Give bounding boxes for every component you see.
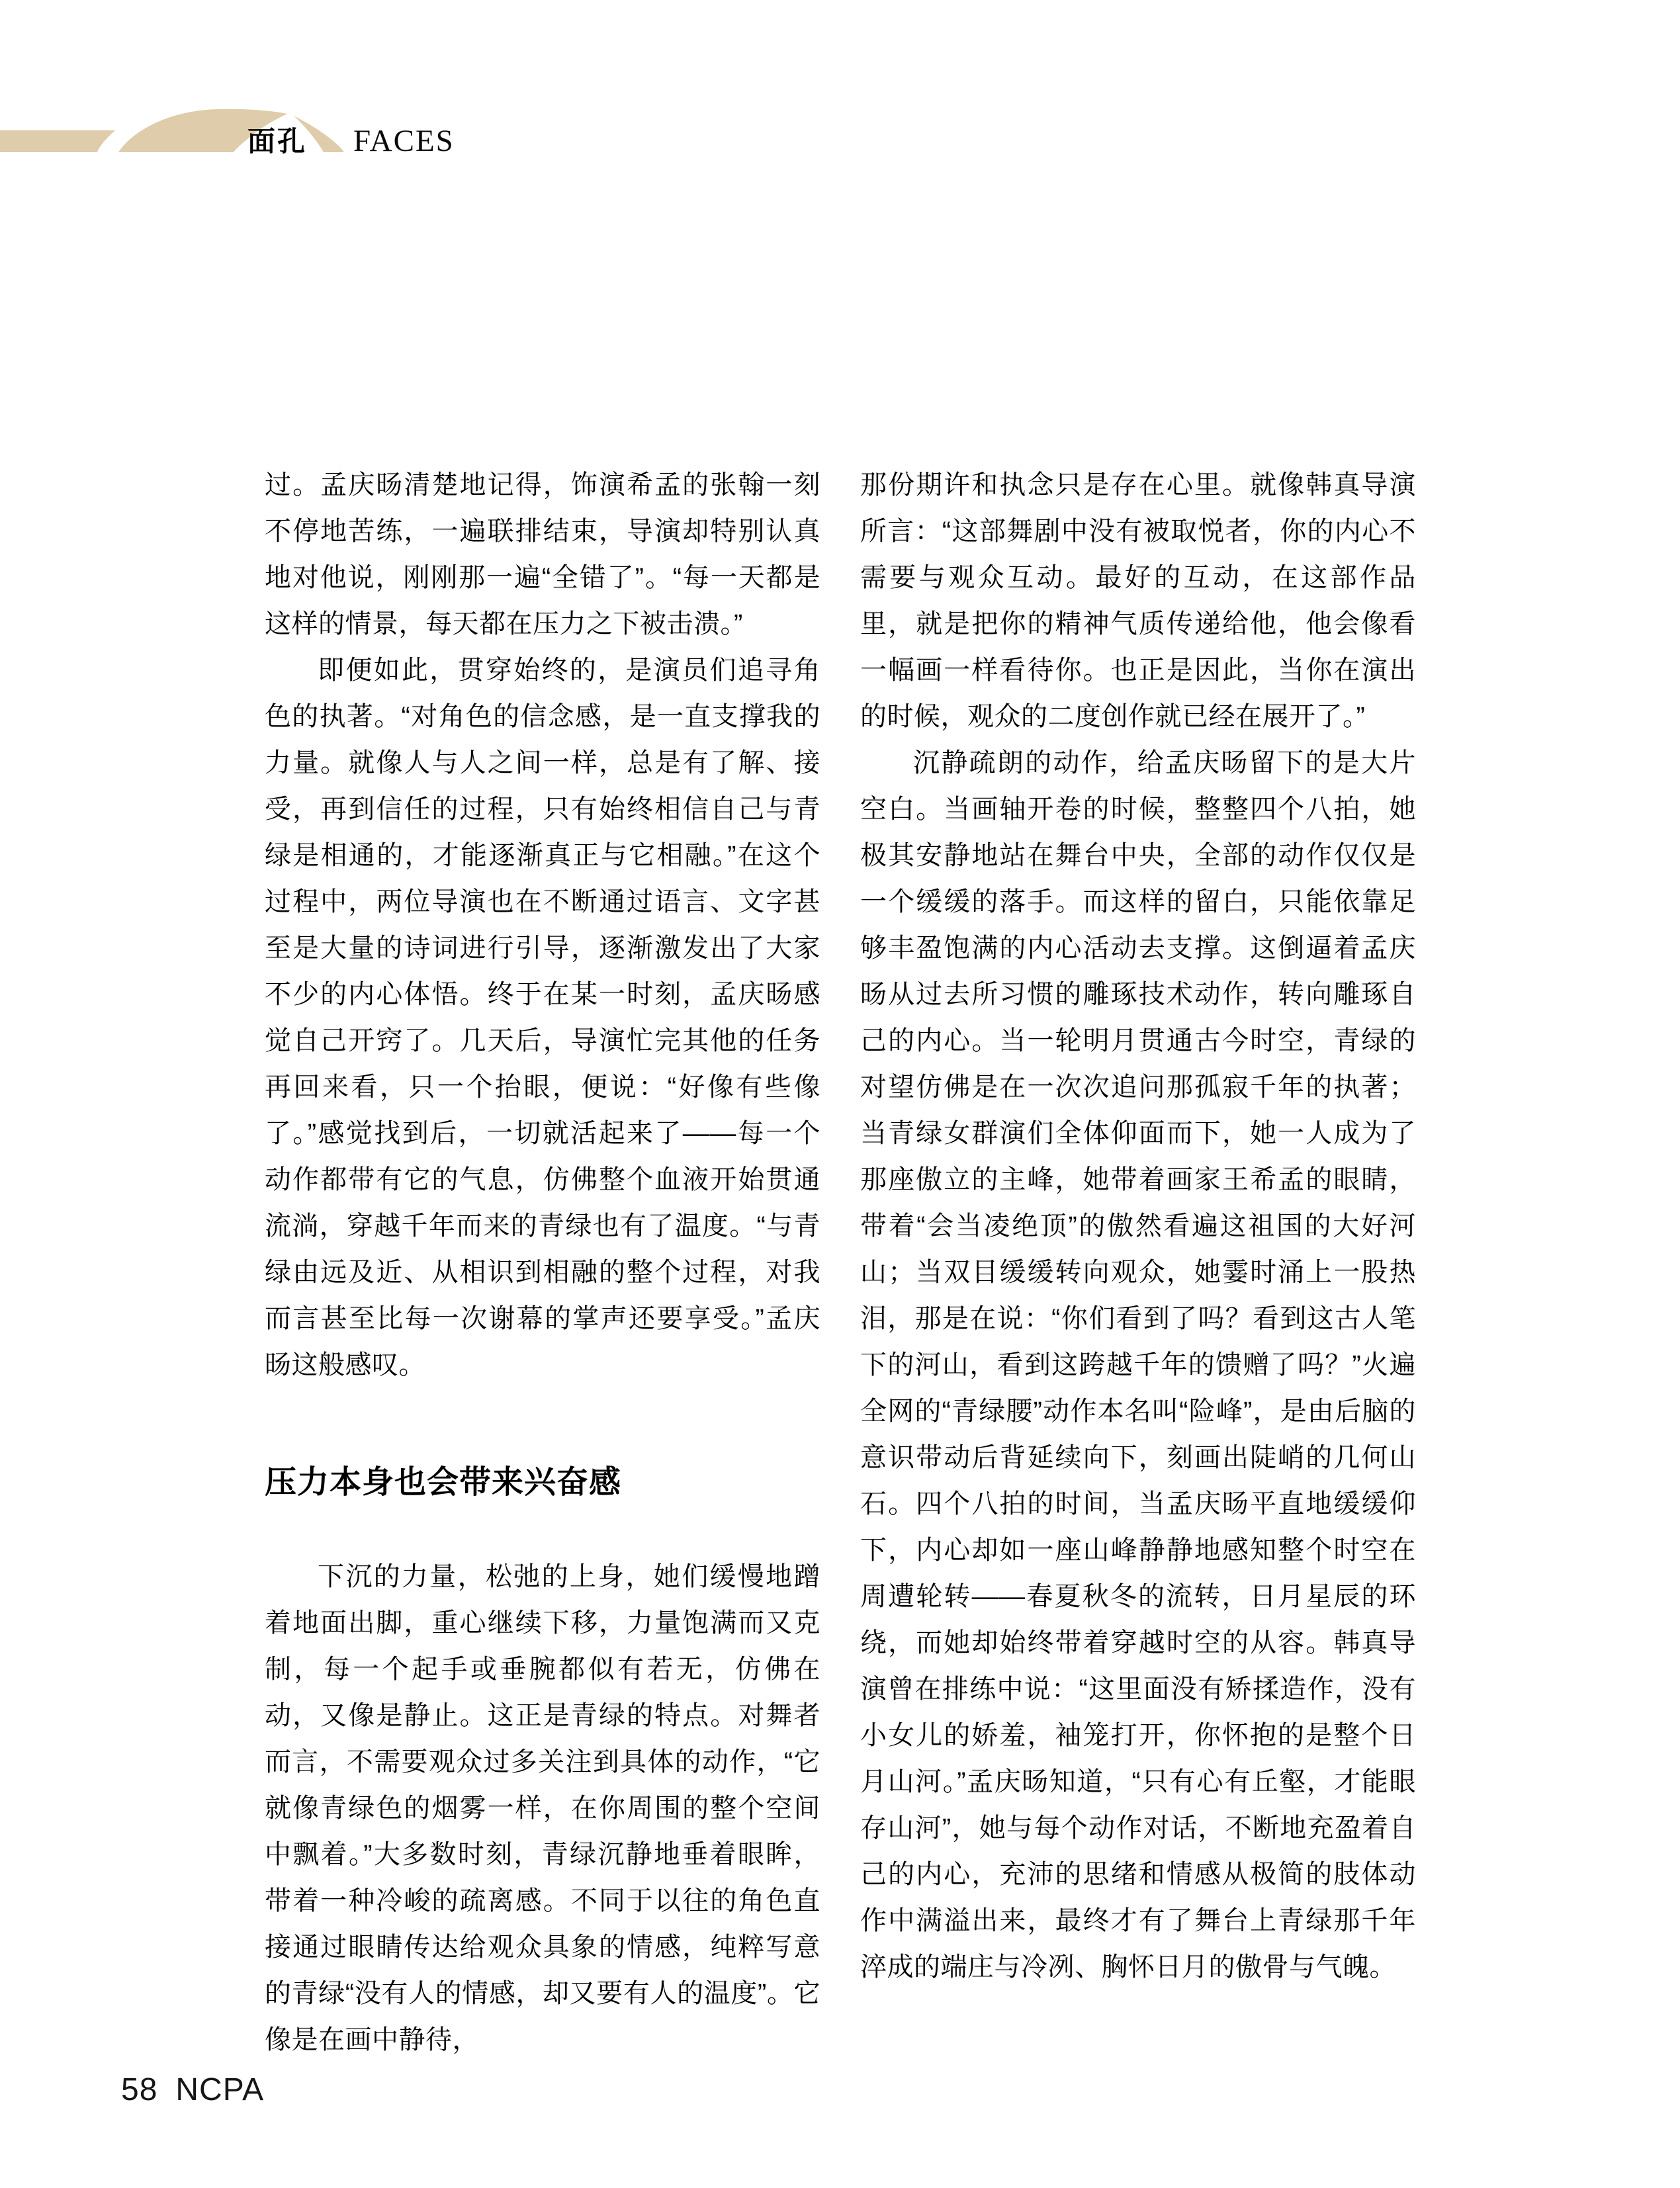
page-footer	[121, 2073, 264, 2107]
paragraph: 下沉的力量，松弛的上身，她们缓慢地蹭着地面出脚，重心继续下移，力量饱满而又克制，每一个起手或垂腕都似有若无，仿佛在动，又像是静止。这正是青绿的特点。对舞者而言，不需要观众过多关注到具体的动作，“它就像青绿色的烟雾一样，在你周围的整个空间中飘着。”大多数时刻，青绿沉静地垂着眼眸，带着一种冷峻的疏离感。不同于以往的角色直接通过眼睛传达给观众具象的情感，纯粹写意的青绿“没有人的情感，却又要有人的温度”。它像是在画中静待，	[265, 1562, 820, 2054]
page-header	[0, 99, 503, 165]
section-heading: 压力本身也会带来兴奋感	[265, 1465, 622, 1500]
left-column	[265, 462, 820, 2063]
header-bar-shape	[0, 130, 115, 152]
paragraph-continuation: 过。孟庆旸清楚地记得，饰演希孟的张翰一刻不停地苦练，一遍联排结束，导演却特别认真地对他说，刚刚那一遍“全错了”。“每一天都是这样的情景，每天都在压力之下被击溃。”	[265, 470, 820, 638]
right-column	[860, 462, 1416, 1990]
section-title-en: FACES	[353, 124, 455, 158]
paragraph: 沉静疏朗的动作，给孟庆旸留下的是大片空白。当画轴开卷的时候，整整四个八拍，她极其安静地站在舞台中央，全部的动作仅仅是一个缓缓的落手。而这样的留白，只能依靠足够丰盈饱满的内心活动去支撑。这倒逼着孟庆旸从过去所习惯的雕琢技术动作，转向雕琢自己的内心。当一轮明月贯通古今时空，青绿的对望仿佛是在一次次追问那孤寂千年的执著；当青绿女群演们全体仰面而下，她一人成为了那座傲立的主峰，她带着画家王希孟的眼睛，带着“会当凌绝顶”的傲然看遍这祖国的大好河山；当双目缓缓转向观众，她霎时涌上一股热泪，那是在说：“你们看到了吗？看到这古人笔下的河山，看到这跨越千年的馈赠了吗？”火遍全网的“青绿腰”动作本名叫“险峰”，是由后脑的意识带动后背延续向下，刻画出陡峭的几何山石。四个八拍的时间，当孟庆旸平直地缓缓仰下，内心却如一座山峰静静地感知整个时空在周遭轮转——春夏秋冬的流转，日月星辰的环绕，而她却始终带着穿越时空的从容。韩真导演曾在排练中说：“这里面没有矫揉造作，没有小女儿的娇羞，袖笼打开，你怀抱的是整个日月山河。”孟庆旸知道，“只有心有丘壑，才能眼存山河”，她与每个动作对话，不断地充盈着自己的内心，充沛的思绪和情感从极简的肢体动作中满溢出来，最终才有了舞台上青绿那千年淬成的端庄与冷冽、胸怀日月的傲骨与气魄。	[860, 748, 1416, 1982]
page-number: 58	[121, 2072, 158, 2107]
paragraph-continuation: 那份期许和执念只是存在心里。就像韩真导演所言：“这部舞剧中没有被取悦者，你的内心不需要与观众互动。最好的互动，在这部作品里，就是把你的精神气质传递给他，他会像看一幅画一样看待你。也正是因此，当你在演出的时候，观众的二度创作就已经在展开了。”	[860, 470, 1416, 731]
section-title-cn: 面孔	[247, 126, 308, 157]
paragraph: 即便如此，贯穿始终的，是演员们追寻角色的执著。“对角色的信念感，是一直支撑我的力量。就像人与人之间一样，总是有了解、接受，再到信任的过程，只有始终相信自己与青绿是相通的，才能逐渐真正与它相融。”在这个过程中，两位导演也在不断通过语言、文字甚至是大量的诗词进行引导，逐渐激发出了大家不少的内心体悟。终于在某一时刻，孟庆旸感觉自己开窍了。几天后，导演忙完其他的任务再回来看，只一个抬眼，便说：“好像有些像了。”感觉找到后，一切就活起来了——每一个动作都带有它的气息，仿佛整个血液开始贯通流淌，穿越千年而来的青绿也有了温度。“与青绿由远及近、从相识到相融的整个过程，对我而言甚至比每一次谢幕的掌声还要享受。”孟庆旸这般感叹。	[265, 656, 820, 1379]
publication-brand: NCPA	[175, 2072, 265, 2107]
